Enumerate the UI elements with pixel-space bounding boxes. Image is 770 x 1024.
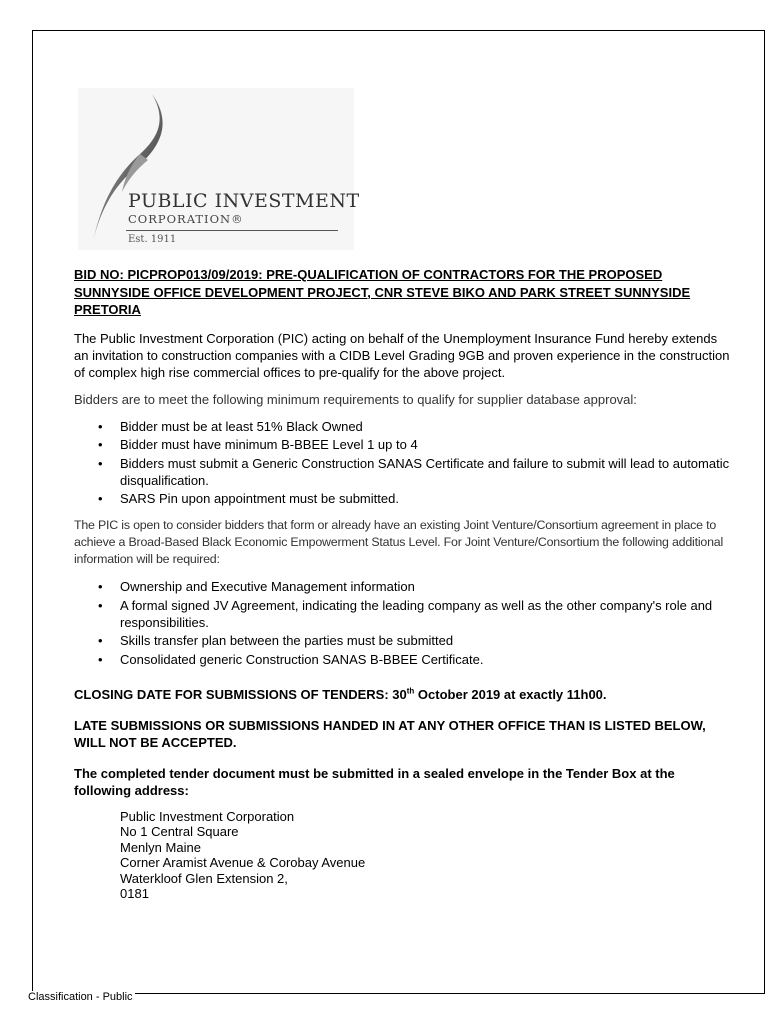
jv-intro: The PIC is open to consider bidders that form or already have an existing Joint Venture/Consortium agreement in place to achieve a Broad-Based Black Economic Empowerment Status Level. For Joint Venture/Consortium the following additional information will be required: <box>74 518 723 566</box>
logo-corporation: CORPORATION® <box>128 212 244 226</box>
list-item: • SARS Pin upon appointment must be submitted. <box>98 491 399 506</box>
pic-logo <box>78 88 360 250</box>
list-item: • Ownership and Executive Management information <box>98 579 415 594</box>
requirements-list <box>74 418 730 508</box>
document-body <box>74 266 730 902</box>
submission-notice: The completed tender document must be submitted in a sealed envelope in the Tender Box at the following address: <box>74 765 675 798</box>
logo-name: PUBLIC INVESTMENT <box>128 190 360 212</box>
closing-date: CLOSING DATE FOR SUBMISSIONS OF TENDERS: 30th October 2019 at exactly 11h00. <box>74 686 607 702</box>
list-item: • Consolidated generic Construction SANAS B-BBEE Certificate. <box>98 651 484 667</box>
logo-divider <box>126 230 338 231</box>
address-line: Waterkloof Glen Extension 2, <box>120 870 288 886</box>
address-line: 0181 <box>120 886 149 901</box>
intro-paragraph: The Public Investment Corporation (PIC) acting on behalf of the Unemployment Insurance Fund hereby extends an invitation to construction companies with a CIDB Level Grading 9GB and proven experience in the construction of complex high rise commercial offices to pre-qualify for the above project. <box>74 330 730 380</box>
requirements-intro: Bidders are to meet the following minimum requirements to qualify for supplier database approval: <box>74 391 637 407</box>
bid-title: BID NO: PICPROP013/09/2019: PRE-QUALIFICATION OF CONTRACTORS FOR THE PROPOSED SUNNYSIDE OFFICE DEVELOPMENT PROJECT, CNR STEVE BIKO AND PARK STREET SUNNYSIDE PRETORIA <box>74 267 691 317</box>
logo-established: Est. 1911 <box>128 234 177 245</box>
address-line: No 1 Central Square <box>120 824 239 839</box>
address-line: Corner Aramist Avenue & Corobay Avenue <box>120 855 366 870</box>
list-item: • Bidder must be at least 51% Black Owned <box>98 418 363 434</box>
list-item: • Bidders must submit a Generic Construction SANAS Certificate and failure to submit will lead to automatic disqualification. <box>98 455 730 488</box>
address-line: Menlyn Maine <box>120 839 201 855</box>
submission-address <box>120 809 730 902</box>
list-item: • Bidder must have minimum B-BBEE Level 1 up to 4 <box>98 437 418 452</box>
jv-requirements-list <box>74 578 730 668</box>
late-submission-notice: LATE SUBMISSIONS OR SUBMISSIONS HANDED IN AT ANY OTHER OFFICE THAN IS LISTED BELOW, WILL NOT BE ACCEPTED. <box>74 717 706 750</box>
list-item: • Skills transfer plan between the parties must be submitted <box>98 633 454 648</box>
address-line: Public Investment Corporation <box>120 808 295 824</box>
classification-footer: Classification - Public <box>28 991 133 1003</box>
list-item: • A formal signed JV Agreement, indicating the leading company as well as the other company's role and responsibilities. <box>98 597 713 630</box>
